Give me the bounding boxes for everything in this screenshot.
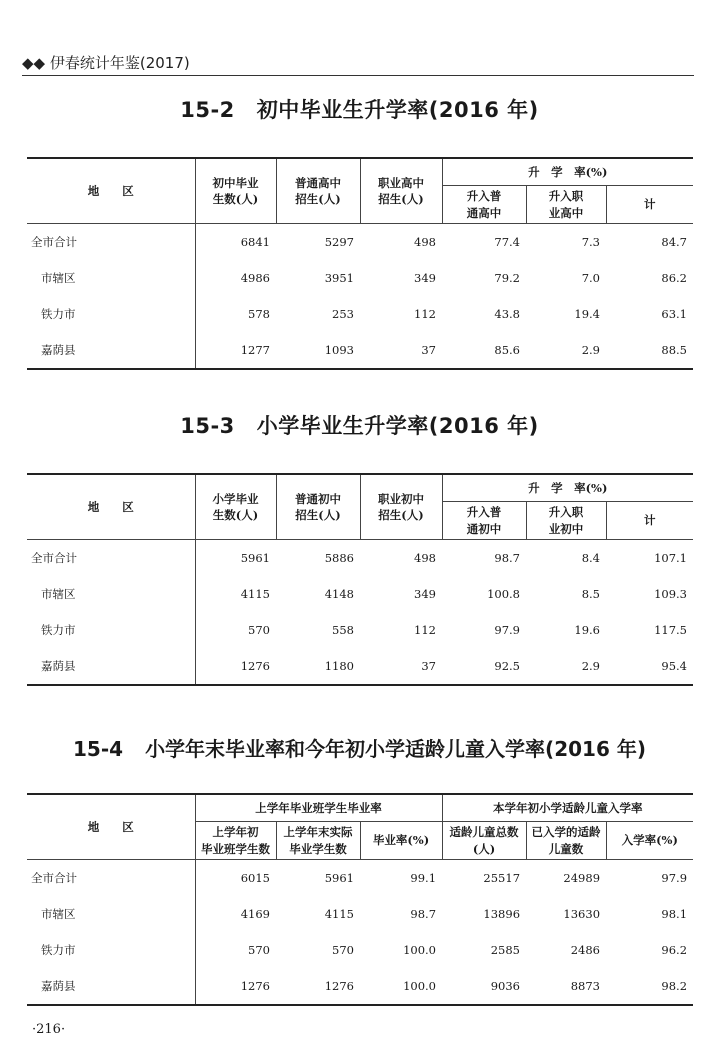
table-row: 铁力市 570 558 112 97.9 19.6 117.5 — [27, 612, 693, 648]
table-row: 全市合计 6841 5297 498 77.4 7.3 84.7 — [27, 224, 693, 261]
table-title-text: 小学毕业生升学率(2016 年) — [256, 414, 539, 438]
table-number: 15-4 — [73, 737, 124, 761]
page-number: ·216· — [32, 1022, 66, 1037]
table-row: 全市合计 5961 5886 498 98.7 8.4 107.1 — [27, 540, 693, 577]
table-row: 市辖区 4115 4148 349 100.8 8.5 109.3 — [27, 576, 693, 612]
table-row: 市辖区 4169 4115 98.7 13896 13630 98.1 — [27, 896, 693, 932]
table-row: 全市合计 6015 5961 99.1 25517 24989 97.9 — [27, 860, 693, 897]
subcolumn-header: 适龄儿童总数 (人) — [442, 822, 526, 860]
subcolumn-header: 升入职 业高中 — [526, 186, 606, 224]
table-number: 15-3 — [180, 414, 235, 438]
table-number: 15-2 — [180, 98, 235, 122]
table-title-text: 初中毕业生升学率(2016 年) — [256, 98, 539, 122]
group-header: 升 学 率(%) — [442, 158, 693, 186]
header-rule — [22, 75, 694, 76]
column-header: 初中毕业 生数(人) — [195, 158, 276, 224]
table-15-2 — [27, 157, 693, 370]
subcolumn-header: 计 — [606, 502, 693, 540]
subcolumn-header: 计 — [606, 186, 693, 224]
column-header: 职业初中 招生(人) — [360, 474, 442, 540]
table-row: 铁力市 578 253 112 43.8 19.4 63.1 — [27, 296, 693, 332]
table-15-3-title — [0, 410, 719, 440]
subcolumn-header: 升入普 通高中 — [442, 186, 526, 224]
table-15-4-title — [0, 733, 719, 762]
table-row: 嘉荫县 1276 1276 100.0 9036 8873 98.2 — [27, 968, 693, 1005]
table-15-4 — [27, 793, 693, 1006]
subcolumn-header: 毕业率(%) — [360, 822, 442, 860]
table-row: 嘉荫县 1277 1093 37 85.6 2.9 88.5 — [27, 332, 693, 369]
subcolumn-header: 升入普 通初中 — [442, 502, 526, 540]
region-header: 地 区 — [27, 794, 195, 860]
group-header: 本学年初小学适龄儿童入学率 — [442, 794, 693, 822]
column-header: 普通高中 招生(人) — [276, 158, 360, 224]
table-row: 铁力市 570 570 100.0 2585 2486 96.2 — [27, 932, 693, 968]
subcolumn-header: 上学年初 毕业班学生数 — [195, 822, 276, 860]
table-title-text: 小学年末毕业率和今年初小学适龄儿童入学率(2016 年) — [145, 737, 646, 761]
running-header: ◆◆ 伊春统计年鉴(2017) — [22, 54, 190, 72]
column-header: 普通初中 招生(人) — [276, 474, 360, 540]
subcolumn-header: 上学年末实际 毕业学生数 — [276, 822, 360, 860]
table-15-3 — [27, 473, 693, 686]
subcolumn-header: 升入职 业初中 — [526, 502, 606, 540]
subcolumn-header: 已入学的适龄 儿童数 — [526, 822, 606, 860]
table-row: 市辖区 4986 3951 349 79.2 7.0 86.2 — [27, 260, 693, 296]
column-header: 小学毕业 生数(人) — [195, 474, 276, 540]
table-15-2-title — [0, 94, 719, 124]
group-header: 升 学 率(%) — [442, 474, 693, 502]
group-header: 上学年毕业班学生毕业率 — [195, 794, 442, 822]
region-header: 地 区 — [27, 158, 195, 224]
column-header: 职业高中 招生(人) — [360, 158, 442, 224]
subcolumn-header: 入学率(%) — [606, 822, 693, 860]
region-header: 地 区 — [27, 474, 195, 540]
table-row: 嘉荫县 1276 1180 37 92.5 2.9 95.4 — [27, 648, 693, 685]
